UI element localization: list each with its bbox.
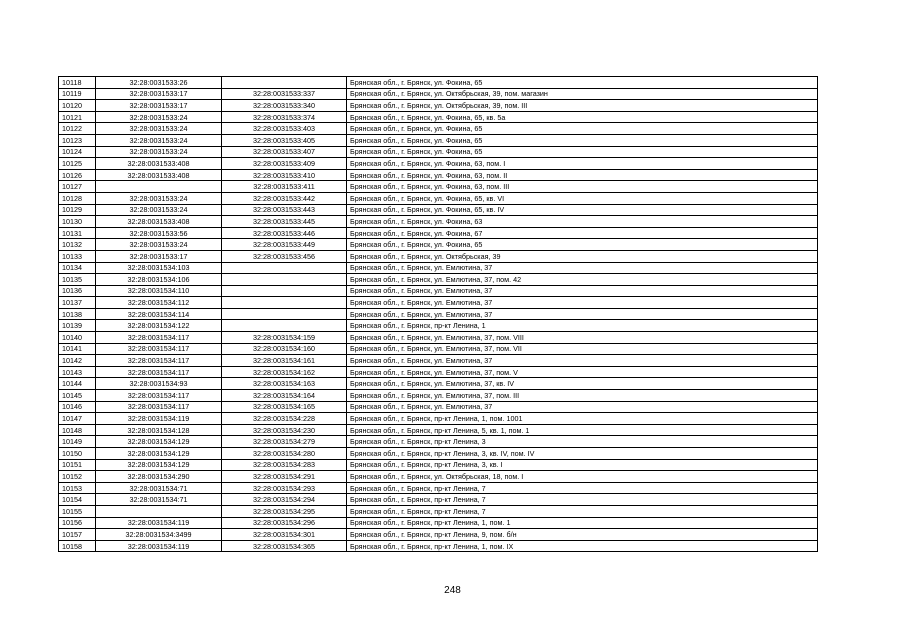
table-row: [59, 181, 818, 193]
object-cadastral-number-cell: 32:28:0031534:162: [222, 366, 347, 378]
address-cell: Брянская обл., г. Брянск, ул. Емлютина, 37, пом. VII: [347, 343, 818, 355]
object-cadastral-number-cell: 32:28:0031534:160: [222, 343, 347, 355]
address-cell: Брянская обл., г. Брянск, ул. Фокина, 65: [347, 77, 818, 89]
address-cell: Брянская обл., г. Брянск, пр-кт Ленина, 3: [347, 436, 818, 448]
object-cadastral-number-cell: 32:28:0031533:411: [222, 181, 347, 193]
cadastral-number-cell: 32:28:0031533:17: [96, 88, 222, 100]
row-number-cell: 10158: [59, 540, 96, 552]
object-cadastral-number-cell: 32:28:0031533:446: [222, 227, 347, 239]
address-cell: Брянская обл., г. Брянск, пр-кт Ленина, 3, кв. IV, пом. IV: [347, 448, 818, 460]
object-cadastral-number-cell: 32:28:0031533:340: [222, 100, 347, 112]
table-row: [59, 517, 818, 529]
table-row: [59, 100, 818, 112]
object-cadastral-number-cell: 32:28:0031533:443: [222, 204, 347, 216]
address-cell: Брянская обл., г. Брянск, ул. Емлютина, 37, пом. V: [347, 366, 818, 378]
cadastral-number-cell: 32:28:0031533:24: [96, 192, 222, 204]
object-cadastral-number-cell: 32:28:0031534:163: [222, 378, 347, 390]
row-number-cell: 10153: [59, 482, 96, 494]
registry-table: [58, 76, 818, 552]
address-cell: Брянская обл., г. Брянск, ул. Фокина, 65: [347, 146, 818, 158]
object-cadastral-number-cell: 32:28:0031534:228: [222, 413, 347, 425]
table-row: [59, 216, 818, 228]
object-cadastral-number-cell: [222, 297, 347, 309]
object-cadastral-number-cell: 32:28:0031533:374: [222, 111, 347, 123]
address-cell: Брянская обл., г. Брянск, ул. Емлютина, 37: [347, 355, 818, 367]
address-cell: Брянская обл., г. Брянск, ул. Емлютина, 37: [347, 401, 818, 413]
table-row: [59, 239, 818, 251]
cadastral-number-cell: 32:28:0031533:24: [96, 111, 222, 123]
object-cadastral-number-cell: 32:28:0031534:280: [222, 448, 347, 460]
object-cadastral-number-cell: [222, 274, 347, 286]
address-cell: Брянская обл., г. Брянск, ул. Фокина, 65: [347, 134, 818, 146]
table-row: [59, 459, 818, 471]
row-number-cell: 10146: [59, 401, 96, 413]
table-row: [59, 297, 818, 309]
cadastral-number-cell: 32:28:0031533:56: [96, 227, 222, 239]
row-number-cell: 10124: [59, 146, 96, 158]
address-cell: Брянская обл., г. Брянск, ул. Фокина, 65: [347, 123, 818, 135]
object-cadastral-number-cell: 32:28:0031533:449: [222, 239, 347, 251]
cadastral-number-cell: 32:28:0031534:117: [96, 366, 222, 378]
table-row: [59, 482, 818, 494]
object-cadastral-number-cell: 32:28:0031533:403: [222, 123, 347, 135]
address-cell: Брянская обл., г. Брянск, пр-кт Ленина, 7: [347, 494, 818, 506]
object-cadastral-number-cell: 32:28:0031534:294: [222, 494, 347, 506]
table-row: [59, 285, 818, 297]
address-cell: Брянская обл., г. Брянск, ул. Фокина, 65, кв. IV: [347, 204, 818, 216]
row-number-cell: 10140: [59, 332, 96, 344]
address-cell: Брянская обл., г. Брянск, ул. Фокина, 63, пом. I: [347, 158, 818, 170]
table-row: [59, 250, 818, 262]
address-cell: Брянская обл., г. Брянск, ул. Емлютина, 37, кв. IV: [347, 378, 818, 390]
table-row: [59, 320, 818, 332]
row-number-cell: 10154: [59, 494, 96, 506]
object-cadastral-number-cell: [222, 308, 347, 320]
cadastral-number-cell: 32:28:0031534:117: [96, 355, 222, 367]
cadastral-number-cell: 32:28:0031534:117: [96, 390, 222, 402]
cadastral-number-cell: 32:28:0031533:24: [96, 204, 222, 216]
address-cell: Брянская обл., г. Брянск, ул. Емлютина, 37: [347, 285, 818, 297]
cadastral-number-cell: 32:28:0031534:3499: [96, 529, 222, 541]
address-cell: Брянская обл., г. Брянск, пр-кт Ленина, 1, пом. IX: [347, 540, 818, 552]
address-cell: Брянская обл., г. Брянск, ул. Емлютина, 37: [347, 297, 818, 309]
cadastral-number-cell: 32:28:0031534:117: [96, 332, 222, 344]
row-number-cell: 10151: [59, 459, 96, 471]
table-row: [59, 413, 818, 425]
page-number: 248: [444, 585, 461, 596]
address-cell: Брянская обл., г. Брянск, ул. Емлютина, 37, пом. III: [347, 390, 818, 402]
table-row: [59, 494, 818, 506]
cadastral-number-cell: 32:28:0031534:119: [96, 517, 222, 529]
row-number-cell: 10134: [59, 262, 96, 274]
address-cell: Брянская обл., г. Брянск, ул. Емлютина, 37: [347, 308, 818, 320]
object-cadastral-number-cell: 32:28:0031533:405: [222, 134, 347, 146]
address-cell: Брянская обл., г. Брянск, пр-кт Ленина, 7: [347, 482, 818, 494]
cadastral-number-cell: 32:28:0031534:112: [96, 297, 222, 309]
address-cell: Брянская обл., г. Брянск, ул. Октябрьская, 39, пом. III: [347, 100, 818, 112]
address-cell: Брянская обл., г. Брянск, пр-кт Ленина, 1, пом. 1: [347, 517, 818, 529]
table-row: [59, 308, 818, 320]
address-cell: Брянская обл., г. Брянск, пр-кт Ленина, 3, кв. I: [347, 459, 818, 471]
cadastral-number-cell: 32:28:0031534:129: [96, 436, 222, 448]
address-cell: Брянская обл., г. Брянск, ул. Фокина, 63, пом. III: [347, 181, 818, 193]
row-number-cell: 10139: [59, 320, 96, 332]
address-cell: Брянская обл., г. Брянск, ул. Емлютина, 37, пом. VIII: [347, 332, 818, 344]
row-number-cell: 10125: [59, 158, 96, 170]
cadastral-number-cell: 32:28:0031534:114: [96, 308, 222, 320]
address-cell: Брянская обл., г. Брянск, пр-кт Ленина, 7: [347, 505, 818, 517]
address-cell: Брянская обл., г. Брянск, ул. Фокина, 65: [347, 239, 818, 251]
row-number-cell: 10137: [59, 297, 96, 309]
address-cell: Брянская обл., г. Брянск, ул. Фокина, 63, пом. II: [347, 169, 818, 181]
cadastral-number-cell: 32:28:0031534:103: [96, 262, 222, 274]
row-number-cell: 10119: [59, 88, 96, 100]
row-number-cell: 10128: [59, 192, 96, 204]
row-number-cell: 10143: [59, 366, 96, 378]
address-cell: Брянская обл., г. Брянск, ул. Фокина, 65, кв. VI: [347, 192, 818, 204]
address-cell: Брянская обл., г. Брянск, пр-кт Ленина, 9, пом. б/н: [347, 529, 818, 541]
table-row: [59, 169, 818, 181]
cadastral-number-cell: 32:28:0031533:24: [96, 134, 222, 146]
address-cell: Брянская обл., г. Брянск, пр-кт Ленина, 1: [347, 320, 818, 332]
table-row: [59, 343, 818, 355]
object-cadastral-number-cell: 32:28:0031533:410: [222, 169, 347, 181]
row-number-cell: 10136: [59, 285, 96, 297]
address-cell: Брянская обл., г. Брянск, ул. Емлютина, 37, пом. 42: [347, 274, 818, 286]
table-row: [59, 355, 818, 367]
cadastral-number-cell: 32:28:0031534:122: [96, 320, 222, 332]
cadastral-number-cell: [96, 181, 222, 193]
registry-table-body: [59, 77, 818, 552]
row-number-cell: 10118: [59, 77, 96, 89]
object-cadastral-number-cell: 32:28:0031534:291: [222, 471, 347, 483]
cadastral-number-cell: 32:28:0031533:24: [96, 146, 222, 158]
table-row: [59, 123, 818, 135]
table-row: [59, 77, 818, 89]
address-cell: Брянская обл., г. Брянск, ул. Фокина, 65, кв. 5а: [347, 111, 818, 123]
object-cadastral-number-cell: 32:28:0031533:337: [222, 88, 347, 100]
cadastral-number-cell: 32:28:0031534:117: [96, 343, 222, 355]
row-number-cell: 10122: [59, 123, 96, 135]
row-number-cell: 10129: [59, 204, 96, 216]
table-row: [59, 158, 818, 170]
address-cell: Брянская обл., г. Брянск, ул. Октябрьская, 18, пом. I: [347, 471, 818, 483]
object-cadastral-number-cell: 32:28:0031533:407: [222, 146, 347, 158]
row-number-cell: 10148: [59, 424, 96, 436]
row-number-cell: 10131: [59, 227, 96, 239]
table-row: [59, 88, 818, 100]
table-row: [59, 262, 818, 274]
cadastral-number-cell: 32:28:0031533:17: [96, 100, 222, 112]
table-row: [59, 134, 818, 146]
table-row: [59, 111, 818, 123]
cadastral-number-cell: 32:28:0031534:129: [96, 448, 222, 460]
row-number-cell: 10150: [59, 448, 96, 460]
address-cell: Брянская обл., г. Брянск, ул. Емлютина, 37: [347, 262, 818, 274]
object-cadastral-number-cell: 32:28:0031534:165: [222, 401, 347, 413]
row-number-cell: 10133: [59, 250, 96, 262]
object-cadastral-number-cell: [222, 285, 347, 297]
object-cadastral-number-cell: 32:28:0031534:365: [222, 540, 347, 552]
row-number-cell: 10120: [59, 100, 96, 112]
cadastral-number-cell: 32:28:0031534:71: [96, 482, 222, 494]
table-row: [59, 146, 818, 158]
row-number-cell: 10152: [59, 471, 96, 483]
cadastral-number-cell: 32:28:0031534:93: [96, 378, 222, 390]
table-row: [59, 366, 818, 378]
object-cadastral-number-cell: 32:28:0031534:293: [222, 482, 347, 494]
row-number-cell: 10130: [59, 216, 96, 228]
address-cell: Брянская обл., г. Брянск, пр-кт Ленина, 5, кв. 1, пом. 1: [347, 424, 818, 436]
table-row: [59, 204, 818, 216]
address-cell: Брянская обл., г. Брянск, ул. Фокина, 67: [347, 227, 818, 239]
table-row: [59, 436, 818, 448]
object-cadastral-number-cell: 32:28:0031534:230: [222, 424, 347, 436]
object-cadastral-number-cell: 32:28:0031533:442: [222, 192, 347, 204]
table-row: [59, 505, 818, 517]
object-cadastral-number-cell: 32:28:0031534:164: [222, 390, 347, 402]
address-cell: Брянская обл., г. Брянск, пр-кт Ленина, 1, пом. 1001: [347, 413, 818, 425]
object-cadastral-number-cell: [222, 262, 347, 274]
row-number-cell: 10157: [59, 529, 96, 541]
cadastral-number-cell: 32:28:0031534:71: [96, 494, 222, 506]
row-number-cell: 10147: [59, 413, 96, 425]
row-number-cell: 10145: [59, 390, 96, 402]
row-number-cell: 10138: [59, 308, 96, 320]
cadastral-number-cell: 32:28:0031534:129: [96, 459, 222, 471]
row-number-cell: 10155: [59, 505, 96, 517]
cadastral-number-cell: 32:28:0031534:119: [96, 540, 222, 552]
object-cadastral-number-cell: [222, 77, 347, 89]
cadastral-number-cell: 32:28:0031533:17: [96, 250, 222, 262]
cadastral-number-cell: 32:28:0031534:117: [96, 401, 222, 413]
object-cadastral-number-cell: 32:28:0031533:456: [222, 250, 347, 262]
row-number-cell: 10135: [59, 274, 96, 286]
object-cadastral-number-cell: 32:28:0031534:279: [222, 436, 347, 448]
object-cadastral-number-cell: 32:28:0031534:301: [222, 529, 347, 541]
row-number-cell: 10156: [59, 517, 96, 529]
table-row: [59, 471, 818, 483]
table-row: [59, 390, 818, 402]
table-row: [59, 192, 818, 204]
cadastral-number-cell: 32:28:0031533:26: [96, 77, 222, 89]
cadastral-number-cell: 32:28:0031534:119: [96, 413, 222, 425]
object-cadastral-number-cell: 32:28:0031534:283: [222, 459, 347, 471]
object-cadastral-number-cell: 32:28:0031534:161: [222, 355, 347, 367]
cadastral-number-cell: 32:28:0031533:24: [96, 239, 222, 251]
cadastral-number-cell: 32:28:0031533:408: [96, 169, 222, 181]
table-row: [59, 401, 818, 413]
address-cell: Брянская обл., г. Брянск, ул. Фокина, 63: [347, 216, 818, 228]
table-row: [59, 332, 818, 344]
table-row: [59, 274, 818, 286]
table-row: [59, 227, 818, 239]
cadastral-number-cell: 32:28:0031534:290: [96, 471, 222, 483]
table-row: [59, 448, 818, 460]
object-cadastral-number-cell: 32:28:0031534:159: [222, 332, 347, 344]
row-number-cell: 10126: [59, 169, 96, 181]
row-number-cell: 10121: [59, 111, 96, 123]
table-row: [59, 424, 818, 436]
object-cadastral-number-cell: 32:28:0031534:295: [222, 505, 347, 517]
object-cadastral-number-cell: 32:28:0031534:296: [222, 517, 347, 529]
row-number-cell: 10142: [59, 355, 96, 367]
cadastral-number-cell: [96, 505, 222, 517]
object-cadastral-number-cell: 32:28:0031533:445: [222, 216, 347, 228]
row-number-cell: 10149: [59, 436, 96, 448]
cadastral-number-cell: 32:28:0031533:408: [96, 216, 222, 228]
cadastral-number-cell: 32:28:0031533:24: [96, 123, 222, 135]
cadastral-number-cell: 32:28:0031534:110: [96, 285, 222, 297]
table-row: [59, 540, 818, 552]
row-number-cell: 10141: [59, 343, 96, 355]
cadastral-number-cell: 32:28:0031534:106: [96, 274, 222, 286]
row-number-cell: 10127: [59, 181, 96, 193]
row-number-cell: 10132: [59, 239, 96, 251]
cadastral-number-cell: 32:28:0031533:408: [96, 158, 222, 170]
cadastral-number-cell: 32:28:0031534:128: [96, 424, 222, 436]
object-cadastral-number-cell: [222, 320, 347, 332]
address-cell: Брянская обл., г. Брянск, ул. Октябрьская, 39: [347, 250, 818, 262]
table-row: [59, 529, 818, 541]
row-number-cell: 10123: [59, 134, 96, 146]
object-cadastral-number-cell: 32:28:0031533:409: [222, 158, 347, 170]
address-cell: Брянская обл., г. Брянск, ул. Октябрьская, 39, пом. магазин: [347, 88, 818, 100]
table-row: [59, 378, 818, 390]
row-number-cell: 10144: [59, 378, 96, 390]
